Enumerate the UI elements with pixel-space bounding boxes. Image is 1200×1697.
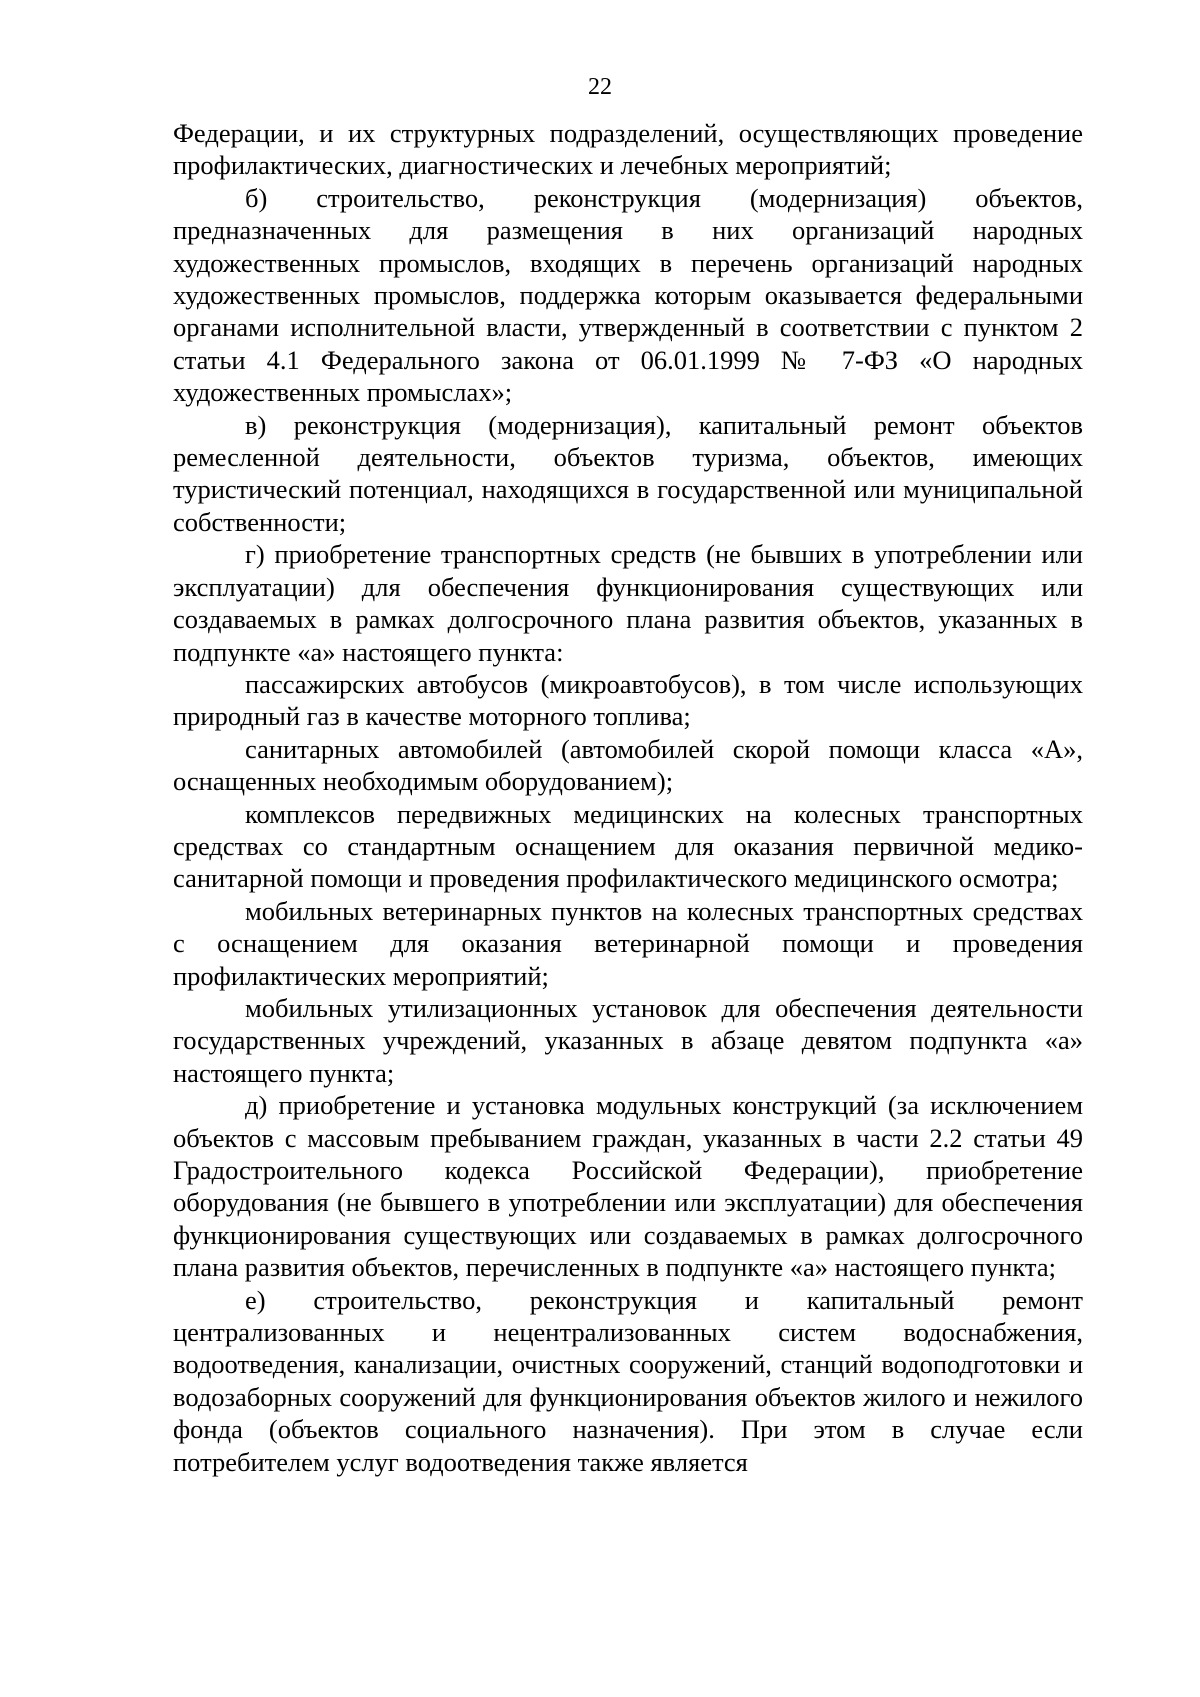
paragraph-ambulances: санитарных автомобилей (автомобилей скорой помощи класса «А», оснащенных необходимым оборудованием);	[173, 733, 1083, 797]
paragraph-passenger-buses: пассажирских автобусов (микроавтобусов), в том числе использующих природный газ в качестве моторного топлива;	[173, 668, 1083, 732]
page-number: 22	[588, 74, 612, 100]
paragraph-subitem-b: б) строительство, реконструкция (модернизация) объектов, предназначенных для размещения в них организаций народных художественных промыслов, входящих в перечень организаций народных художественных промыслов, поддержка которым оказывается федеральными органами исполнительной власти, утвержденный в соответствии с пунктом 2 статьи 4.1 Федерального закона от 06.01.1999 № 7-ФЗ «О народных художественных промыслах»;	[173, 182, 1083, 408]
paragraph-subitem-g: г) приобретение транспортных средств (не бывших в употреблении или эксплуатации) для обеспечения функционирования существующих или создаваемых в рамках долгосрочного плана развития объектов, указанных в подпункте «а» настоящего пункта:	[173, 539, 1083, 667]
paragraph-mobile-veterinary-points: мобильных ветеринарных пунктов на колесных транспортных средствах с оснащением для оказания ветеринарной помощи и проведения профилактических мероприятий;	[173, 895, 1083, 991]
paragraph-mobile-disposal-units: мобильных утилизационных установок для обеспечения деятельности государственных учреждений, указанных в абзаце девятом подпункта «а» настоящего пункта;	[173, 992, 1083, 1088]
paragraph-continuation: Федерации, и их структурных подразделений, осуществляющих проведение профилактических, диагностических и лечебных мероприятий;	[173, 118, 1083, 181]
paragraph-subitem-v: в) реконструкция (модернизация), капитальный ремонт объектов ремесленной деятельности, объектов туризма, объектов, имеющих туристический потенциал, находящихся в государственной или муниципальной собственности;	[173, 409, 1083, 537]
paragraph-subitem-e: е) строительство, реконструкция и капитальный ремонт централизованных и нецентрализованных систем водоснабжения, водоотведения, канализации, очистных сооружений, станций водоподготовки и водозаборных сооружений для функционирования объектов жилого и нежилого фонда (объектов социального назначения). При этом в случае если потребителем услуг водоотведения также является	[173, 1284, 1083, 1477]
document-body	[173, 117, 1083, 1478]
paragraph-mobile-medical-complexes: комплексов передвижных медицинских на колесных транспортных средствах со стандартным оснащением для оказания первичной медико-санитарной помощи и проведения профилактического медицинского осмотра;	[173, 798, 1083, 894]
paragraph-subitem-d: д) приобретение и установка модульных конструкций (за исключением объектов с массовым пребыванием граждан, указанных в части 2.2 статьи 49 Градостроительного кодекса Российской Федерации), приобретение оборудования (не бывшего в употреблении или эксплуатации) для обеспечения функционирования существующих или создаваемых в рамках долгосрочного плана развития объектов, перечисленных в подпункте «а» настоящего пункта;	[173, 1090, 1083, 1283]
